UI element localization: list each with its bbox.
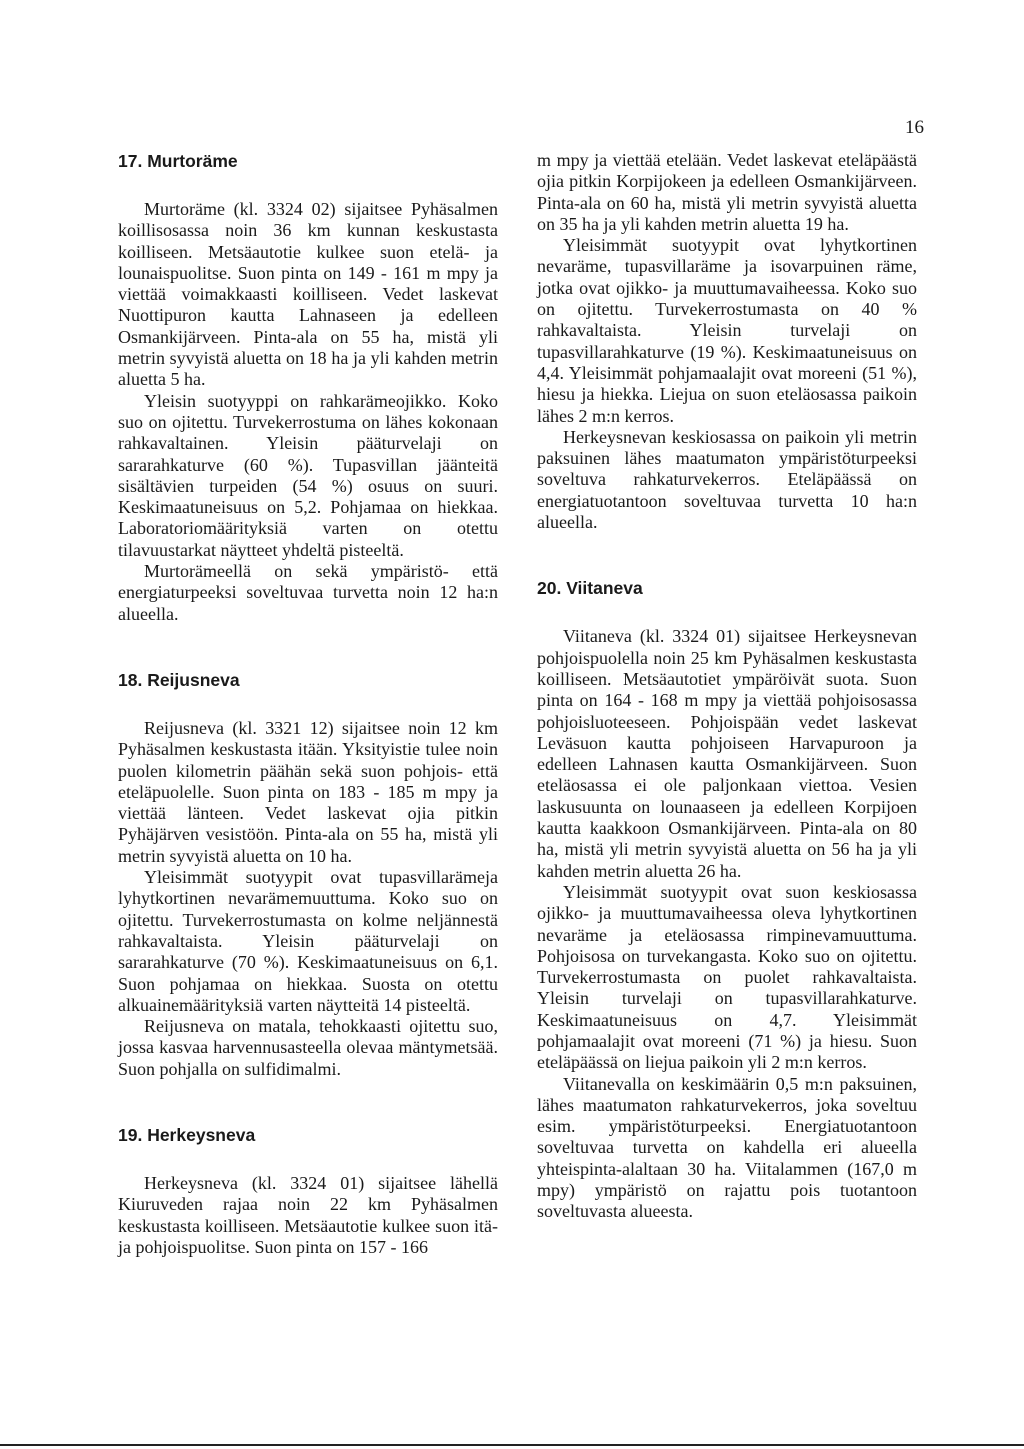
- paragraph: Herkeysnevan keskiosassa on paikoin yli metrin paksuinen lähes maatumaton ympäristöturpeeksi soveltuva rahkaturvekerros. Eteläpäässä on energiatuotantoon soveltuvaa turvetta 10 ha:n alueella.: [537, 426, 917, 533]
- section-heading-18: 18. Reijusneva: [118, 669, 240, 690]
- right-column: [537, 150, 917, 1223]
- section-heading-19: 19. Herkeysneva: [118, 1124, 256, 1145]
- left-column: [118, 150, 498, 1258]
- paragraph: Murtorämeellä on sekä ympäristö- että energiaturpeeksi soveltuvaa turvetta noin 12 ha:n alueella.: [118, 561, 498, 624]
- paragraph: Reijusneva on matala, tehokkaasti ojitettu suo, jossa kasvaa harvennusasteella olevaa mäntymetsää. Suon pohjalla on sulfidimalmi.: [118, 1016, 498, 1079]
- page-bottom-rule: [0, 1444, 1024, 1446]
- paragraph: Yleisin suotyyppi on rahkarämeojikko. Koko suo on ojitettu. Turvekerrostuma on lähes kokonaan rahkavaltainen. Yleisin pääturvelaji on sararahkaturve (60 %). Tupasvillan jäänteitä sisältävien turpeiden (54 %) osuus on suuri. Keskimaatuneisuus on 5,2. Pohjamaa on hiekkaa. Laboratoriomäärityksiä varten on otettu tilavuustarkat näytteet yhdeltä pisteeltä.: [118, 390, 498, 560]
- paragraph: Herkeysneva (kl. 3324 01) sijaitsee lähellä Kiuruveden rajaa noin 22 km Pyhäsalmen keskustasta koilliseen. Metsäautotie kulkee suon itä- ja pohjoispuolitse. Suon pinta on 157 - 166: [118, 1172, 498, 1257]
- paragraph: Viitaneva (kl. 3324 01) sijaitsee Herkeysnevan pohjoispuolella noin 25 km Pyhäsalmen keskustasta koilliseen. Metsäautotiet ympäröivät suota. Suon pinta on 164 - 168 m mpy ja viettää pohjoisosassa pohjoisluoteeseen. Pohjoispään vedet laskevat Leväsuon kautta pohjoiseen Harvapuroon ja edelleen Lahnasen kautta Osmankijärveen. Suon eteläosassa ei ole paljonkaan viettoa. Vesien laskusuunta on lounaaseen ja edelleen Korpijoen kautta kaakkoon Osmankijärveen. Pinta-ala on 80 ha, mistä yli metrin syvyistä aluetta on 56 ha ja yli kahden metrin aluetta 26 ha.: [537, 626, 917, 881]
- page-number: 16: [905, 117, 924, 138]
- paragraph: Yleisimmät suotyypit ovat tupasvillarämeja lyhytkortinen nevarämemuuttuma. Koko suo on ojitettu. Turvekerrostumasta on kolme neljännestä rahkavaltaista. Yleisin pääturvelaji on sararahkaturve (70 %). Keskimaatuneisuus on 6,1. Suon pohjamaa on hiekkaa. Suosta on otettu alkuainemäärityksiä varten näytteitä 14 pisteeltä.: [118, 867, 498, 1015]
- section-heading-17: 17. Murtoräme: [118, 151, 238, 171]
- paragraph: Viitanevalla on keskimäärin 0,5 m:n paksuinen, lähes maatumaton rahkaturvekerros, joka soveltuu esim. ympäristöturpeeksi. Energiatuotantoon soveltuvaa turvetta on kahdella eri alueella yhteispinta-alaltaan 30 ha. Viitalammen (167,0 m mpy) ympäristö on rajattu pois tuotantoon soveltuvasta alueesta.: [537, 1073, 917, 1222]
- section-heading-20: 20. Viitaneva: [537, 578, 643, 599]
- paragraph: m mpy ja viettää etelään. Vedet laskevat eteläpäästä ojia pitkin Korpijokeen ja edelleen Osmankijärveen. Pinta-ala on 60 ha, mistä yli metrin syvyistä aluetta on 35 ha ja yli kahden metrin aluetta 19 ha.: [537, 150, 917, 234]
- paragraph: Reijusneva (kl. 3321 12) sijaitsee noin 12 km Pyhäsalmen keskustasta itään. Yksityistie tulee noin puolen kilometrin päähän sekä suon pohjois- että eteläpuolelle. Suon pinta on 183 - 185 m mpy ja viettää länteen. Vedet laskevat ojia pitkin Pyhäjärven vesistöön. Pinta-ala on 55 ha, mistä yli metrin syvyistä aluetta on 10 ha.: [118, 717, 498, 866]
- paragraph: Yleisimmät suotyypit ovat lyhytkortinen nevaräme, tupasvillaräme ja isovarpuinen räme, jotka ovat ojikko- ja muuttumavaiheessa. Koko suo on ojitettu. Turvekerrostumasta on 40 % rahkavaltaista. Yleisin turvelaji on tupasvillarahkaturve (19 %). Keskimaatuneisuus on 4,4. Yleisimmät pohjamaalajit ovat moreeni (51 %), hiesu ja hiekka. Liejua on suon eteläosassa paikoin lähes 2 m:n kerros.: [537, 235, 917, 426]
- paragraph: Yleisimmät suotyypit ovat suon keskiosassa ojikko- ja muuttumavaiheessa oleva lyhytkortinen nevaräme ja eteläosassa rimpinevamuuttuma. Pohjoisosa on turvekangasta. Koko suo on ojitettu. Turvekerrostumasta on puolet rahkavaltaista. Yleisin turvelaji on tupasvillarahkaturve. Keskimaatuneisuus on 4,7. Yleisimmät pohjamaalajit ovat moreeni (71 %) ja hiesu. Suon eteläpäässä on liejua paikoin yli 2 m:n kerros.: [537, 881, 917, 1073]
- paragraph: Murtoräme (kl. 3324 02) sijaitsee Pyhäsalmen koillisosassa noin 36 km kunnan keskustasta koilliseen. Metsäautotie kulkee suon etelä- ja lounaispuolitse. Suon pinta on 149 - 161 m mpy ja viettää voimakkaasti koilliseen. Vedet laskevat Nuottipuron kautta Lahnaseen ja edelleen Osmankijärveen. Pinta-ala on 55 ha, mistä yli metrin syvyistä aluetta on 18 ha ja yli kahden metrin aluetta 5 ha.: [118, 199, 498, 390]
